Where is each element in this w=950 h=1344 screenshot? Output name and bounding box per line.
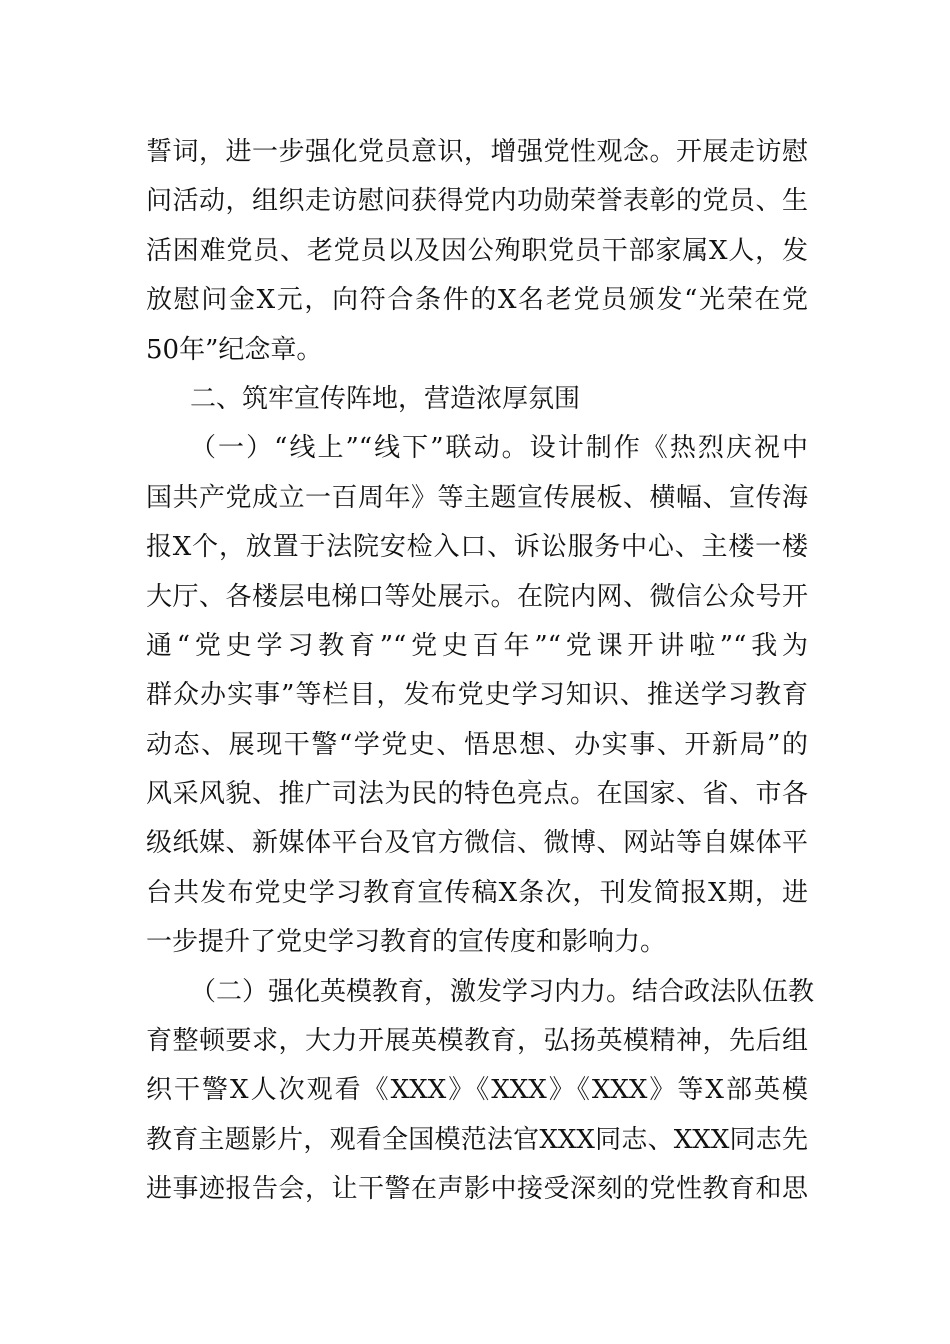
text-line: （一）“线上”“线下”联动。设计制作《热烈庆祝中	[190, 433, 808, 464]
text-line: 进事迹报告会，让干警在声影中接受深刻的党性教育和思	[146, 1174, 808, 1205]
text-line: 一步提升了党史学习教育的宣传度和影响力。	[146, 927, 667, 958]
text-line: 教育主题影片，观看全国模范法官XXX同志、XXX同志先	[146, 1124, 808, 1155]
text-line: 风采风貌、推广司法为民的特色亮点。在国家、省、市各	[146, 779, 808, 810]
text-line: 台共发布党史学习教育宣传稿X条次，刊发简报X期，进	[146, 877, 808, 908]
text-line: 活困难党员、老党员以及因公殉职党员干部家属X人，发	[146, 235, 808, 266]
text-line: 大厅、各楼层电梯口等处展示。在院内网、微信公众号开	[146, 581, 808, 612]
text-line: 通“党史学习教育”“党史百年”“党课开讲啦”“我为	[146, 630, 808, 661]
text-line: 国共产党成立一百周年》等主题宣传展板、横幅、宣传海	[146, 482, 808, 513]
text-line: 放慰问金X元，向符合条件的X名老党员颁发“光荣在党	[146, 285, 808, 316]
body-text	[146, 128, 815, 1215]
text-line: 育整顿要求，大力开展英模教育，弘扬英模精神，先后组	[146, 1026, 808, 1057]
text-line: （二）强化英模教育，激发学习内力。结合政法队伍教	[190, 976, 815, 1007]
text-line: 问活动，组织走访慰问获得党内功勋荣誉表彰的党员、生	[146, 186, 808, 217]
text-line: 动态、展现干警“学党史、悟思想、办实事、开新局”的	[146, 729, 808, 760]
text-line: 级纸媒、新媒体平台及官方微信、微博、网站等自媒体平	[146, 828, 808, 859]
text-line: 报X个，放置于法院安检入口、诉讼服务中心、主楼一楼	[146, 532, 808, 563]
text-line: 誓词，进一步强化党员意识，增强党性观念。开展走访慰	[146, 137, 808, 167]
text-line: 群众办实事”等栏目，发布党史学习知识、推送学习教育	[146, 680, 808, 711]
text-line: 织干警X人次观看《XXX》《XXX》《XXX》等X部英模	[146, 1075, 808, 1106]
text-line: 二、筑牢宣传阵地，营造浓厚氛围	[190, 383, 581, 414]
text-line: 50年”纪念章。	[146, 334, 323, 365]
